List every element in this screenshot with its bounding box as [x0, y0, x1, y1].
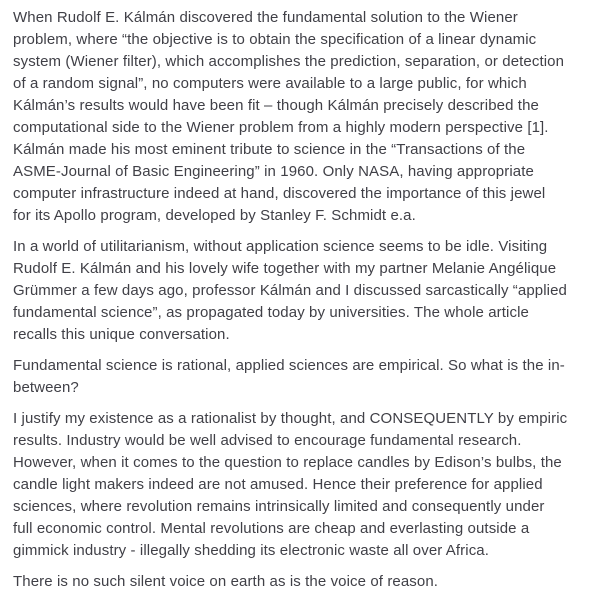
text-line: In a world of utilitarianism, without application science seems to be idle. Visiting — [13, 238, 548, 255]
text-line: However, when it comes to the question to replace candles by Edison’s bulbs, the — [13, 454, 562, 471]
text-line: between? — [13, 379, 79, 396]
text-line: gimmick industry - illegally shedding its electronic waste all over Africa. — [13, 542, 490, 559]
text-line: problem, where “the objective is to obtain the specification of a linear dynamic — [13, 31, 537, 48]
text-line: I justify my existence as a rationalist by thought, and CONSEQUENTLY by empiric — [13, 410, 568, 427]
text-line: results. Industry would be well advised to encourage fundamental research. — [13, 432, 522, 449]
text-line: candle light makers indeed are not amused. Hence their preference for applied — [13, 476, 543, 493]
text-line: Fundamental science is rational, applied sciences are empirical. So what is the in- — [13, 357, 565, 374]
text-line: ASME-Journal of Basic Engineering” in 1960. Only NASA, having appropriate — [13, 163, 534, 180]
text-line: full economic control. Mental revolutions are cheap and everlasting outside a — [13, 520, 530, 537]
paragraph — [13, 236, 608, 346]
paragraph — [13, 571, 608, 593]
text-line: of a random signal”, no computers were available to a large public, for which — [13, 75, 527, 92]
text-line: recalls this unique conversation. — [13, 326, 230, 343]
text-line: Kálmán’s results would have been fit – though Kálmán precisely described the — [13, 97, 539, 114]
text-line: When Rudolf E. Kálmán discovered the fundamental solution to the Wiener — [13, 9, 518, 26]
text-line: Grümmer a few days ago, professor Kálmán and I discussed sarcastically “applied — [13, 282, 567, 299]
text-line: fundamental science”, as propagated today by universities. The whole article — [13, 304, 529, 321]
text-line: Rudolf E. Kálmán and his lovely wife together with my partner Melanie Angélique — [13, 260, 557, 277]
paragraph — [13, 7, 608, 227]
paragraph — [13, 408, 608, 562]
text-line: sciences, where revolution remains intrinsically limited and consequently under — [13, 498, 545, 515]
text-line: for its Apollo program, developed by Stanley F. Schmidt e.a. — [13, 207, 416, 224]
text-line: computer infrastructure indeed at hand, discovered the importance of this jewel — [13, 185, 546, 202]
text-line: There is no such silent voice on earth as is the voice of reason. — [13, 573, 439, 590]
text-line: system (Wiener filter), which accomplishes the prediction, separation, or detection — [13, 53, 565, 70]
text-line: Kálmán made his most eminent tribute to science in the “Transactions of the — [13, 141, 526, 158]
paragraph — [13, 355, 608, 399]
text-line: computational side to the Wiener problem from a highly modern perspective [1]. — [13, 119, 549, 136]
